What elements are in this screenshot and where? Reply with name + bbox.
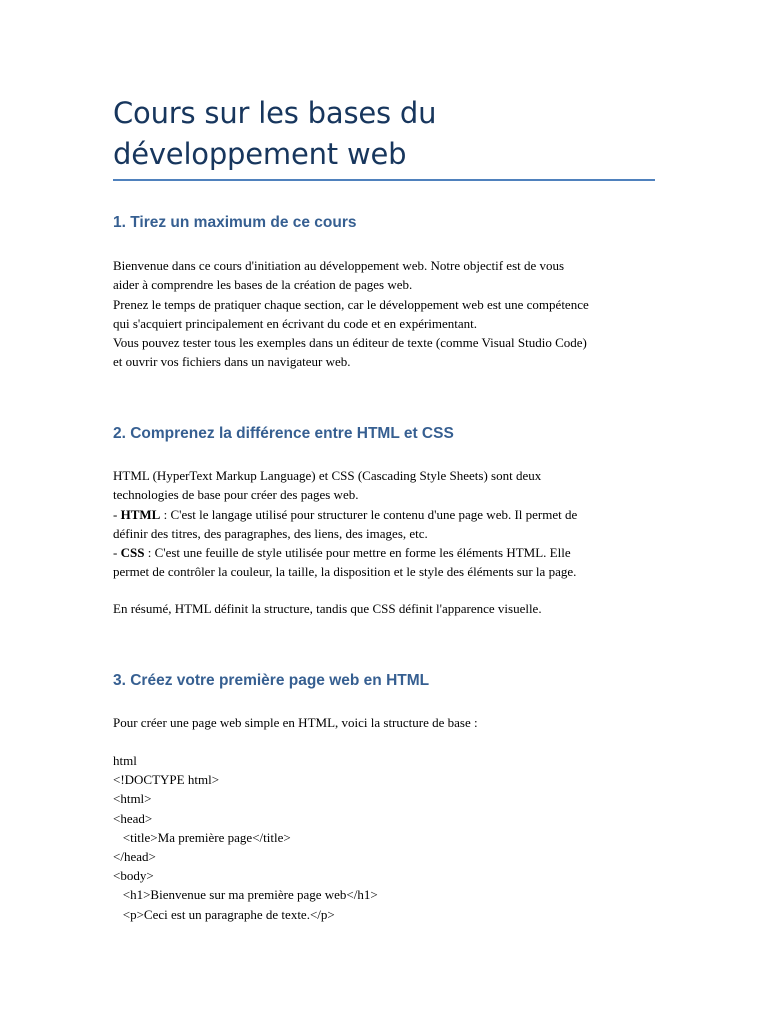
css-definition-line: [113, 543, 658, 562]
title-underline-rule: [113, 179, 655, 181]
section-3-heading: 3. Créez votre première page web en HTML: [113, 672, 430, 689]
section-2-summary: [113, 599, 658, 618]
text-line: Vous pouvez tester tous les exemples dans un éditeur de texte (comme Visual Studio Code): [113, 335, 587, 351]
code-line: <p>Ceci est un paragraphe de texte.</p>: [113, 906, 335, 922]
code-line: </head>: [113, 849, 156, 865]
list-dash: -: [113, 506, 121, 522]
html-code-example: [113, 751, 658, 924]
text-line: Prenez le temps de pratiquer chaque section, car le développement web est une compétence: [113, 296, 589, 312]
section-2-heading: 2. Comprenez la différence entre HTML et CSS: [113, 425, 454, 442]
code-line: <!DOCTYPE html>: [113, 772, 220, 788]
text-line: Bienvenue dans ce cours d'initiation au développement web. Notre objectif est de vous: [113, 258, 565, 273]
code-line: html: [113, 753, 137, 768]
document-title: Cours sur les bases du développement web: [113, 96, 437, 171]
text-line: permet de contrôler la couleur, la taille, la disposition et le style des éléments sur la page.: [113, 564, 577, 580]
section-3-intro: [113, 713, 658, 732]
text-line: En résumé, HTML définit la structure, tandis que CSS définit l'apparence visuelle.: [113, 601, 542, 616]
text-line: et ouvrir vos fichiers dans un navigateur web.: [113, 354, 351, 370]
code-line: <html>: [113, 791, 152, 807]
code-line: <h1>Bienvenue sur ma première page web</h1>: [113, 887, 378, 903]
code-line: <body>: [113, 868, 154, 884]
section-1-heading: 1. Tirez un maximum de ce cours: [113, 214, 357, 231]
list-dash: -: [113, 545, 121, 561]
text-line: définir des titres, des paragraphes, des liens, des images, etc.: [113, 525, 428, 541]
css-definition-text: : C'est une feuille de style utilisée pour mettre en forme les éléments HTML. Elle: [144, 545, 571, 561]
html-term: HTML: [120, 506, 161, 522]
text-line: qui s'acquiert principalement en écrivant du code et en expérimentant.: [113, 315, 478, 331]
text-line: Pour créer une page web simple en HTML, voici la structure de base :: [113, 715, 478, 730]
section-1-paragraph: [113, 256, 658, 372]
css-term: CSS: [120, 545, 145, 561]
html-definition-line: [113, 505, 658, 524]
text-line: aider à comprendre les bases de la création de pages web.: [113, 277, 413, 293]
text-line: technologies de base pour créer des pages web.: [113, 487, 359, 503]
code-line: <head>: [113, 810, 153, 826]
code-line: <title>Ma première page</title>: [113, 829, 291, 845]
section-2-paragraph: [113, 466, 658, 582]
html-definition-text: : C'est le langage utilisé pour structurer le contenu d'une page web. Il permet de: [160, 506, 578, 522]
text-line: HTML (HyperText Markup Language) et CSS (Cascading Style Sheets) sont deux: [113, 468, 542, 483]
